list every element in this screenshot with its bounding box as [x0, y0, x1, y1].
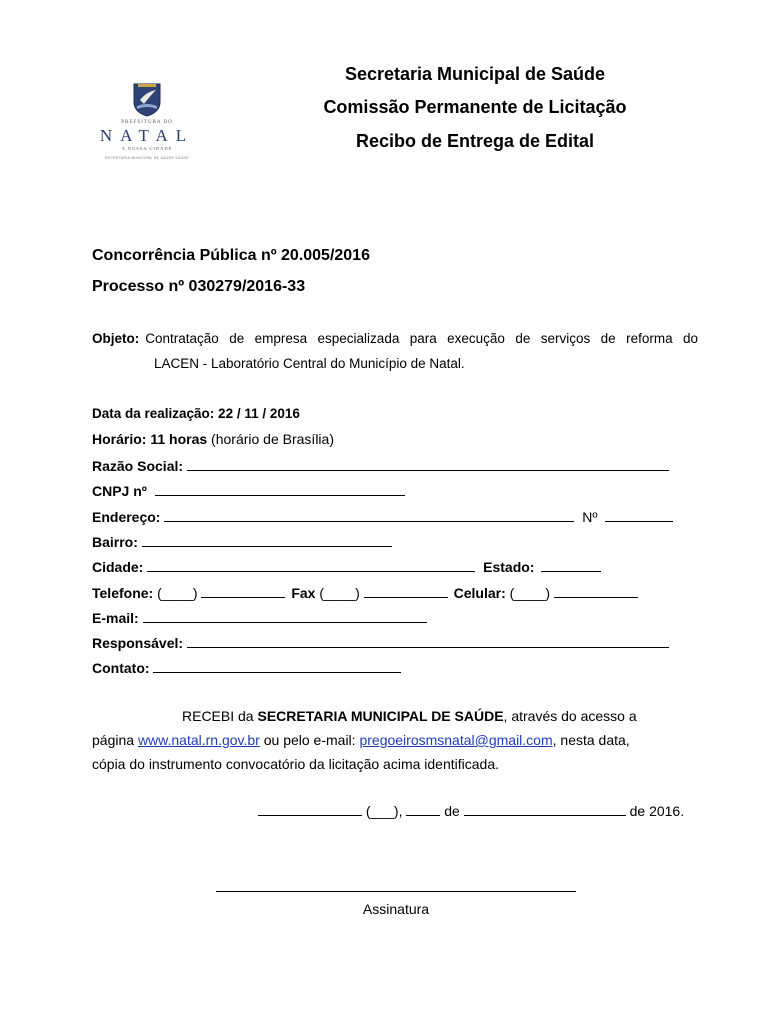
date-city-field[interactable]: [258, 801, 362, 816]
razao-social-label: Razão Social:: [92, 458, 184, 474]
contato-label: Contato:: [92, 660, 150, 676]
concorrencia-label: Concorrência Pública nº 20.005/2016: [92, 247, 370, 264]
bairro-label: Bairro:: [92, 534, 138, 550]
objeto-line2: LACEN - Laboratório Central do Município de Natal.: [154, 356, 465, 371]
estado-field[interactable]: [541, 557, 601, 572]
objeto-paragraph: [92, 331, 698, 371]
responsavel-label: Responsável:: [92, 635, 184, 651]
receipt-pagina: página: [92, 732, 138, 748]
cidade-field[interactable]: [147, 557, 475, 572]
receipt-line2: [92, 732, 698, 748]
celular-field[interactable]: [554, 583, 638, 598]
horario-label: Horário: 11 horas: [92, 431, 208, 447]
objeto-label: Objeto:: [92, 331, 140, 346]
date-year: de 2016.: [629, 803, 685, 819]
receipt-line3: cópia do instrumento convocatório da licitação acima identificada.: [92, 756, 500, 772]
title-recibo: Recibo de Entrega de Edital: [355, 131, 595, 151]
objeto-line1: Contratação de empresa especializada para execução de serviços de reforma do: [145, 331, 698, 346]
telefone-ddd[interactable]: (____): [157, 585, 198, 601]
logo-line1: PREFEITURA DO: [121, 120, 173, 125]
horario-row: [92, 431, 334, 447]
data-realizacao: Data da realização: 22 / 11 / 2016: [92, 406, 300, 421]
natal-logo: [92, 82, 202, 166]
endereco-label: Endereço:: [92, 509, 161, 525]
date-month-field[interactable]: [464, 801, 626, 816]
pregoeiro-email-link[interactable]: pregoeirosmsnatal@gmail.com: [359, 732, 553, 748]
bairro-field[interactable]: [142, 532, 392, 547]
horario-note: (horário de Brasília): [211, 431, 334, 447]
logo-line4: SECRETARIA MUNICIPAL DE SAÚDE SAÚDE: [105, 156, 189, 160]
receipt-email-text: ou pelo e-mail:: [259, 732, 360, 748]
razao-social-field[interactable]: [187, 456, 669, 471]
contato-row: [92, 658, 401, 676]
receipt-nesta-data: , nesta data,: [552, 732, 630, 748]
title-comissao: Comissão Permanente de Licitação: [323, 97, 627, 117]
natal-site-link[interactable]: www.natal.rn.gov.br: [137, 732, 260, 748]
email-label: E-mail:: [92, 610, 139, 626]
receipt-line1: [92, 708, 698, 724]
celular-ddd[interactable]: (____): [509, 585, 551, 601]
telefone-row: [92, 583, 638, 601]
fax-field[interactable]: [364, 583, 448, 598]
signature-line[interactable]: [216, 891, 576, 892]
processo-label: Processo nº 030279/2016-33: [92, 278, 306, 295]
estado-label: Estado:: [483, 559, 535, 575]
email-field[interactable]: [143, 608, 427, 623]
fax-label: Fax: [291, 585, 316, 601]
telefone-label: Telefone:: [92, 585, 154, 601]
razao-social-row: [92, 456, 669, 474]
date-uf[interactable]: (___),: [365, 803, 403, 819]
responsavel-field[interactable]: [187, 633, 669, 648]
cidade-row: [92, 557, 601, 575]
celular-label: Celular:: [453, 585, 506, 601]
fax-ddd[interactable]: (____): [319, 585, 360, 601]
numero-field[interactable]: [605, 507, 673, 522]
signature-label: Assinatura: [362, 901, 430, 917]
endereco-row: [92, 507, 673, 525]
cnpj-row: [92, 481, 405, 499]
date-line: [258, 801, 684, 819]
receipt-secretaria: SECRETARIA MUNICIPAL DE SAÚDE: [257, 708, 504, 724]
numero-label: Nº: [582, 509, 598, 525]
cnpj-label: CNPJ nº: [92, 483, 147, 499]
date-de: de: [444, 803, 460, 819]
cidade-label: Cidade:: [92, 559, 144, 575]
logo-line3: A NOSSA CIDADE: [121, 146, 173, 151]
receipt-paragraph: [92, 708, 698, 772]
receipt-text-a: RECEBI da: [182, 708, 258, 724]
receipt-text-c: , através do acesso a: [503, 708, 637, 724]
endereco-field[interactable]: [164, 507, 574, 522]
contato-field[interactable]: [153, 658, 401, 673]
bairro-row: [92, 532, 392, 550]
title-secretaria: Secretaria Municipal de Saúde: [344, 64, 606, 84]
cnpj-field[interactable]: [155, 481, 405, 496]
crest-icon: [132, 82, 162, 118]
email-row: [92, 608, 427, 626]
responsavel-row: [92, 633, 669, 651]
date-day-field[interactable]: [406, 801, 440, 816]
logo-line2: NATAL: [99, 126, 195, 145]
telefone-field[interactable]: [201, 583, 285, 598]
